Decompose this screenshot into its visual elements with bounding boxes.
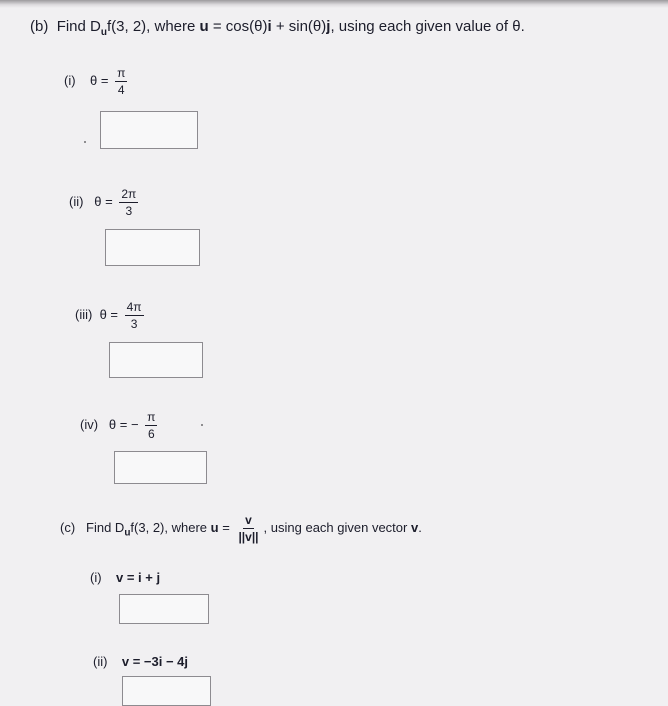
fraction-2pi-over-3: $\frac{2\pi}{3}$	[121, 187, 137, 218]
part-b-item-ii: (ii) θ = $\frac{2\pi}{3}$	[69, 187, 137, 218]
stray-mark	[201, 424, 203, 426]
stray-mark	[84, 141, 86, 143]
answer-box-b-iv[interactable]	[114, 451, 207, 484]
answer-box-c-ii[interactable]	[122, 676, 211, 706]
fraction-pi-over-6: $\frac{\pi}{6}$	[147, 410, 156, 441]
part-c-item-ii: (ii) v = −3i − 4j	[93, 654, 189, 669]
part-c-item-i: (i) v = i + j	[90, 570, 161, 585]
fraction-v-over-norm-v: $\frac{v}{||v||}$	[238, 513, 259, 544]
page-top-edge	[0, 0, 668, 8]
part-b-heading: (b) Find $D_uf(3$, 2), where u = cos(θ)i + sin(θ)j, using each given value of θ.	[30, 18, 525, 38]
answer-box-b-i[interactable]	[100, 111, 198, 149]
answer-box-b-ii[interactable]	[105, 229, 200, 266]
part-b-item-i: (i) θ = $\frac{\pi}{4}$	[64, 66, 126, 97]
fraction-4pi-over-3: $\frac{4\pi}{3}$	[126, 300, 142, 331]
part-b-item-iv: (iv) θ = − $\frac{\pi}{6}$	[80, 410, 156, 441]
part-c-heading: (c) Find $D_uf(3$, 2), where u = $\frac{v}{||v||}$ , using each given vector v.	[60, 513, 422, 544]
answer-box-b-iii[interactable]	[109, 342, 203, 378]
part-b-item-iii: (iii) θ = $\frac{4\pi}{3}$	[75, 300, 142, 331]
fraction-pi-over-4: $\frac{\pi}{4}$	[117, 66, 126, 97]
answer-box-c-i[interactable]	[119, 594, 209, 624]
